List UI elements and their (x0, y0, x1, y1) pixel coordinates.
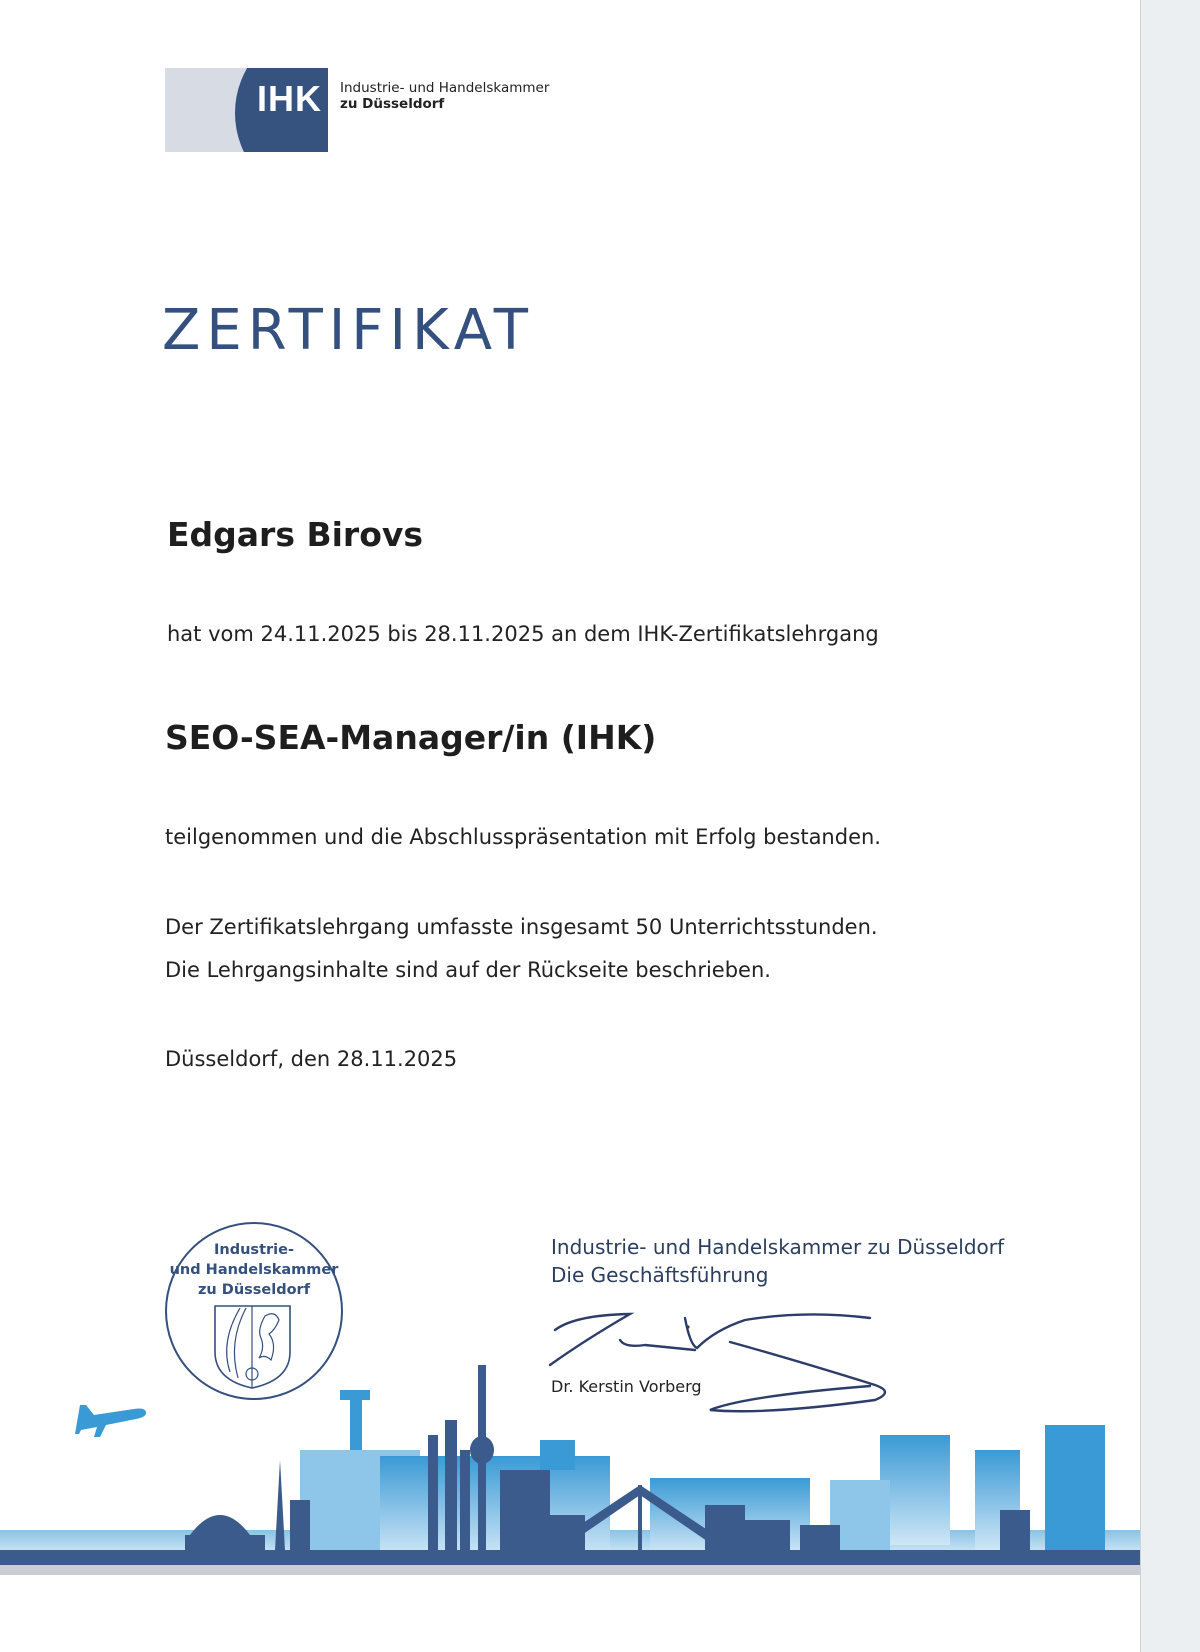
airplane-icon (75, 1405, 146, 1437)
dusseldorf-skyline-illustration (0, 1360, 1140, 1575)
hours-text: Der Zertifikatslehrgang umfasste insgesamt 50 Unterrichtsstunden. (165, 915, 878, 939)
signer-name: Dr. Kerstin Vorberg (551, 1377, 702, 1396)
signature-dept: Die Geschäftsführung (551, 1263, 769, 1287)
contents-text: Die Lehrgangsinhalte sind auf der Rückseite beschrieben. (165, 958, 771, 982)
result-text: teilgenommen und die Abschlusspräsentation mit Erfolg bestanden. (165, 825, 881, 849)
seal-text (165, 1240, 343, 1300)
course-title: SEO-SEA-Manager/in (IHK) (165, 718, 657, 757)
ihk-logo (165, 68, 328, 152)
logo-org-line1: Industrie- und Handelskammer (340, 80, 550, 96)
logo-org-name (340, 80, 549, 112)
scan-edge (1140, 0, 1200, 1652)
document-title: ZERTIFIKAT (162, 298, 534, 363)
participation-text: hat vom 24.11.2025 bis 28.11.2025 an dem IHK-Zertifikatslehrgang (167, 622, 879, 646)
signature-org (551, 1233, 1004, 1289)
recipient-name: Edgars Birovs (167, 515, 424, 554)
signature-org-name: Industrie- und Handelskammer zu Düsseldorf (551, 1235, 1005, 1259)
ihk-logo-mark: IHK (257, 78, 322, 119)
seal-line3: zu Düsseldorf (197, 1282, 311, 1298)
logo-org-line2: zu Düsseldorf (340, 96, 445, 112)
seal-line1: Industrie- (214, 1242, 294, 1258)
place-date: Düsseldorf, den 28.11.2025 (165, 1047, 458, 1071)
seal-line2: und Handelskammer (169, 1262, 339, 1278)
